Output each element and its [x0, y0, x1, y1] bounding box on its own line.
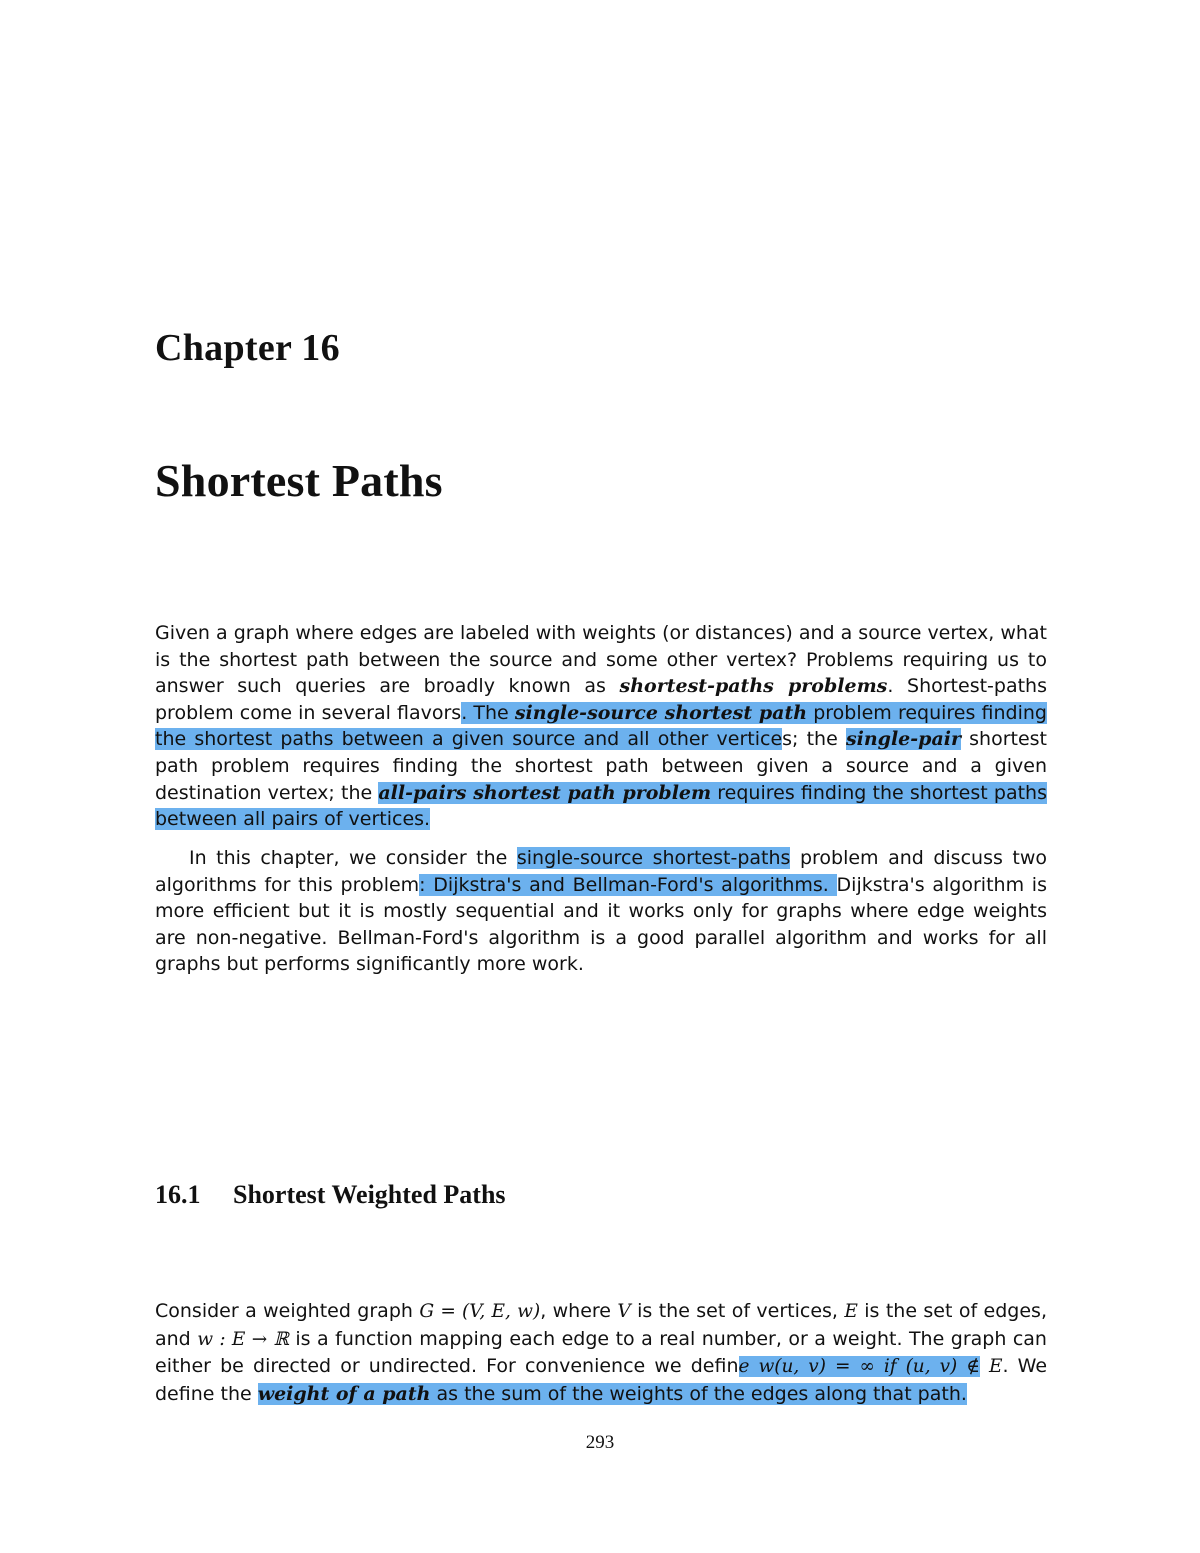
section-paragraph-1	[155, 1298, 1047, 1407]
section-heading	[155, 1180, 506, 1210]
page-number: 293	[585, 1432, 615, 1453]
highlight-annotation[interactable]	[258, 1383, 967, 1405]
intro-paragraph-1	[155, 620, 1047, 833]
term-weight-of-a-path: weight of a path	[257, 1382, 431, 1405]
text-run: In this chapter, we consider the	[189, 847, 517, 869]
text-run: . We define the	[155, 1355, 1048, 1405]
intro-paragraph-2	[155, 845, 1047, 978]
text-run: as the sum of the weights of the edges along that path.	[430, 1382, 967, 1405]
text-run: . Shortest-paths problem come in several flavors	[155, 675, 1047, 724]
text-run: is the set of vertices,	[630, 1300, 845, 1322]
term-all-pairs: all-pairs shortest path problem	[378, 781, 712, 804]
text-run: s; the	[782, 728, 846, 751]
math-v: V	[617, 1301, 631, 1322]
section-number: 16.1	[155, 1180, 201, 1209]
math-e: E	[979, 1356, 1003, 1378]
text-run: problem requires finding the shortest paths between a given source and all other vertice	[155, 701, 1047, 751]
highlight-annotation[interactable]: single-source shortest-paths	[516, 847, 791, 869]
text-run: problem and discuss two algorithms for this problem	[155, 847, 1047, 896]
text-run: is the set of edges, and	[155, 1300, 1047, 1350]
text-run: . The	[461, 701, 515, 724]
text-run: Consider a weighted graph	[155, 1300, 420, 1322]
text-run: is a function mapping each edge to a real number, or a weight. The graph can either be directed or undirected. For convenience we defin	[155, 1327, 1047, 1378]
math-e: E	[844, 1301, 858, 1322]
chapter-label: Chapter 16	[155, 327, 340, 369]
highlight-annotation[interactable]: : Dijkstra's and Bellman-Ford's algorithms.	[419, 873, 837, 896]
math-graph: G = (V, E, w)	[419, 1301, 541, 1322]
text-run: Dijkstra's algorithm is more efficient but it is mostly sequential and it works only for graphs where edge weights are non-negative. Bellman-Ford's algorithm is a good parallel algorithm and works for all graphs but performs significantly more work.	[155, 873, 1047, 976]
highlight-math-definition[interactable]: e w(u, v) = ∞ if (u, v) ∉	[738, 1356, 980, 1378]
text-run: , where	[540, 1300, 618, 1322]
text-run: Given a graph where edges are labeled with weights (or distances) and a source vertex, what is the shortest path between the source and some other vertex? Problems requiring us to answer such queries are broadly known as	[155, 622, 1047, 698]
text-run: requires finding the shortest paths between all pairs of vertices.	[155, 781, 1047, 831]
section-title: Shortest Weighted Paths	[233, 1180, 506, 1209]
math-weight-function: w : E → ℝ	[197, 1328, 289, 1350]
term-shortest-paths-problems: shortest-paths problems	[619, 675, 888, 698]
term-single-source: single-source shortest path	[514, 701, 808, 724]
highlight-term-single-pair[interactable]: single-pair	[845, 728, 961, 751]
text-run: shortest path problem requires finding the shortest path between given a source and a given destination vertex; the	[155, 728, 1048, 804]
chapter-title: Shortest Paths	[155, 455, 443, 506]
